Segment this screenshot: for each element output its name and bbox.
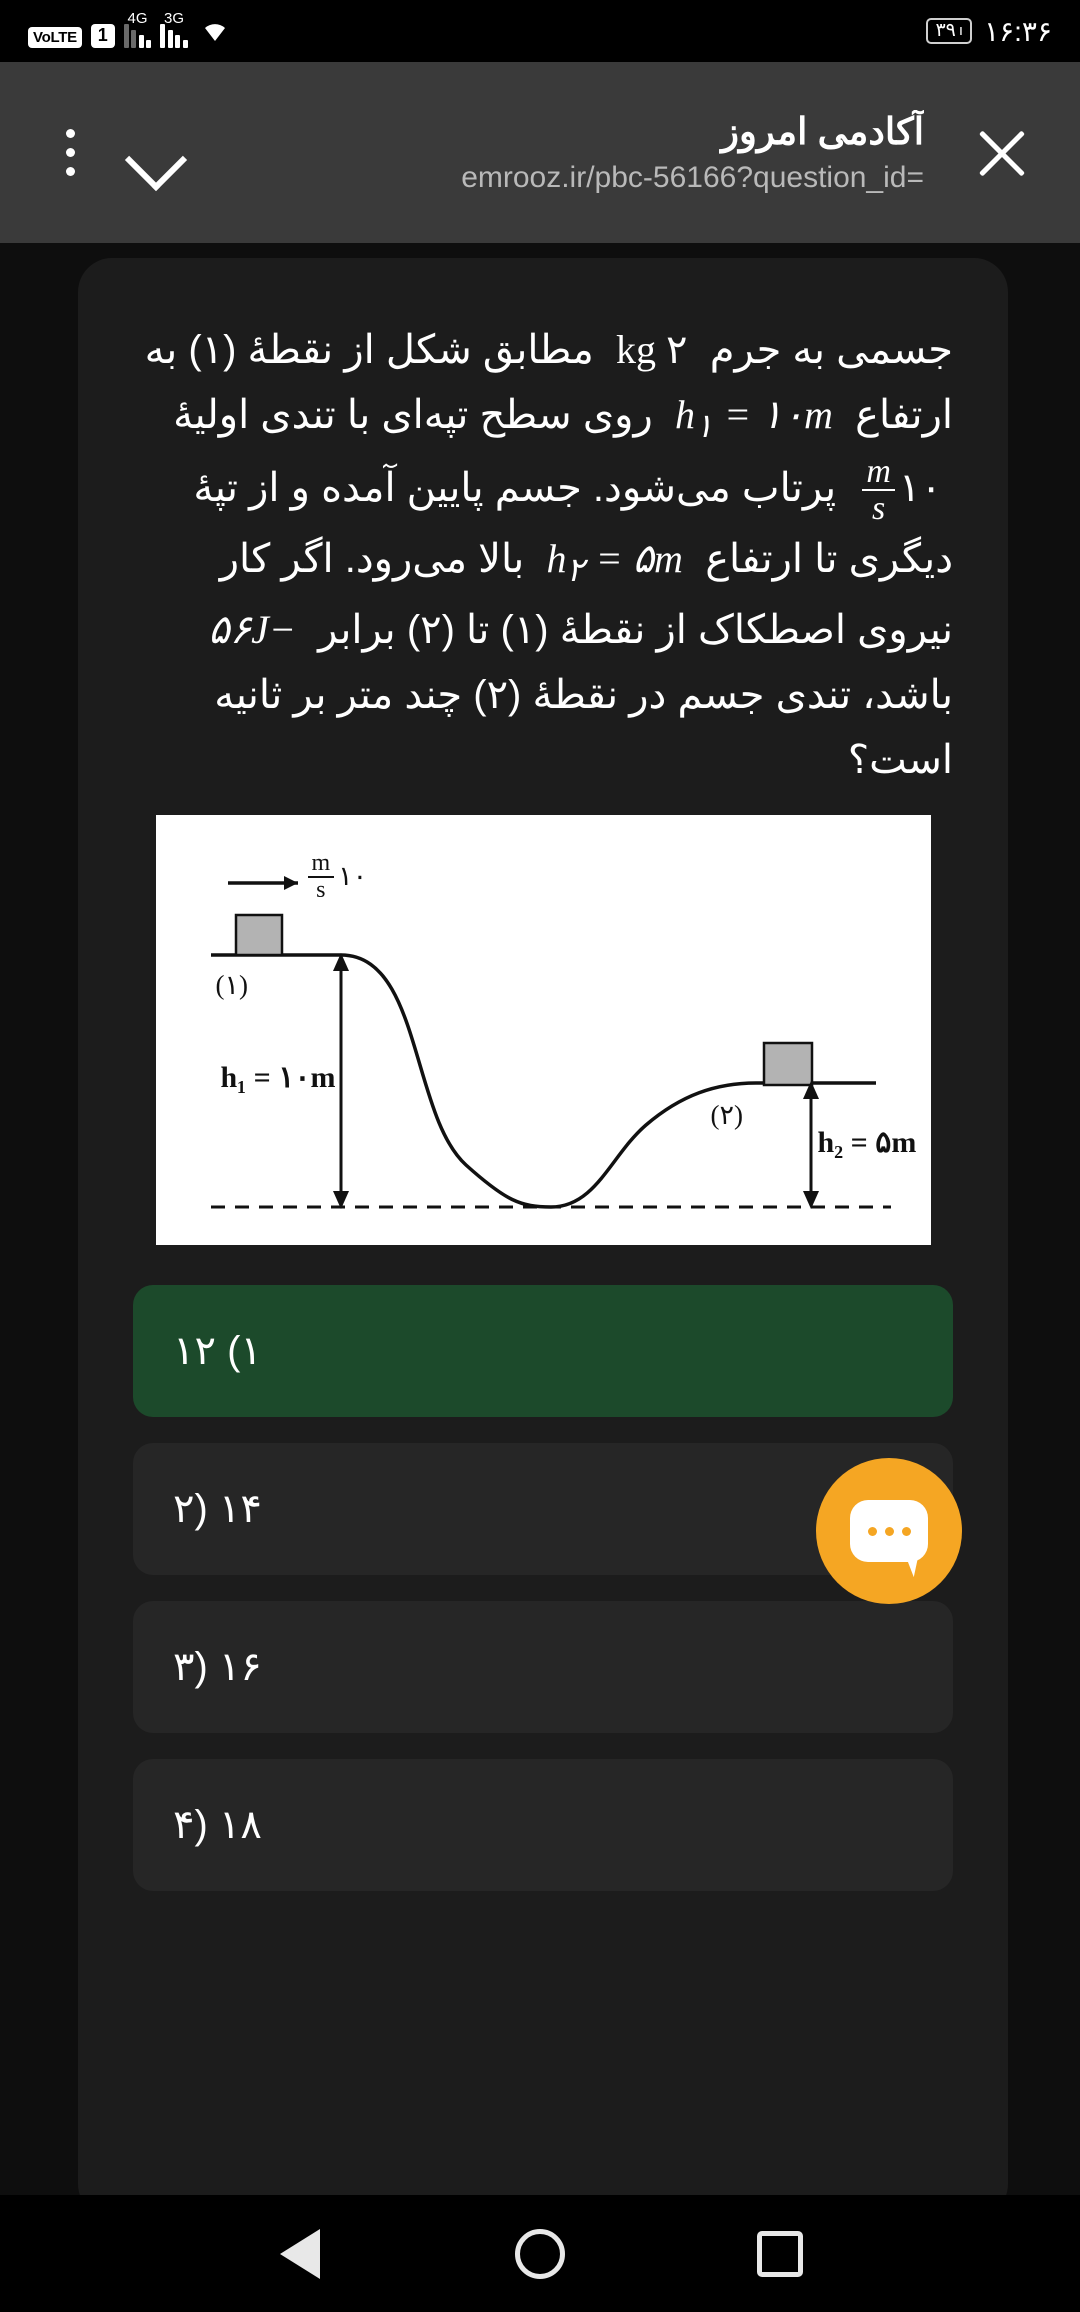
sim2-signal-icon [124, 9, 152, 48]
address-bar-url[interactable]: emrooz.ir/pbc-56166?question_id= [461, 161, 924, 195]
question-line-5a: دیگری تا ارتفاع [705, 537, 953, 582]
chat-dot [885, 1527, 894, 1536]
battery-indicator [926, 18, 972, 44]
answer-options [133, 1285, 953, 1891]
menu-dot [66, 167, 75, 176]
figure-point2-label: (۲) [710, 1099, 744, 1130]
speed-unit-fraction [862, 454, 895, 527]
volte-icon: VoLTE [28, 27, 82, 48]
figure-velocity-number: ۱۰ [338, 860, 368, 891]
speed-unit-denominator: s [862, 489, 895, 527]
answer-option-3-label: ۱۶ (۳ [173, 1644, 262, 1689]
question-card [78, 258, 1008, 2195]
answer-option-3[interactable] [133, 1601, 953, 1733]
question-line-6: اگر کار نیروی اصطکاک از نقطهٔ (۱) تا (۲) [219, 537, 953, 653]
answer-option-4-label: ۱۸ (۴ [173, 1802, 262, 1847]
question-line-2a: نقطهٔ (۱) به ارتفاع [144, 328, 953, 437]
h2-subscript: ۲ [566, 552, 585, 590]
webpage-content[interactable] [0, 243, 1080, 2195]
clock: ۱۶:۳۶ [984, 15, 1052, 47]
more-vertical-icon[interactable] [30, 105, 110, 201]
question-line-7a: برابر [318, 608, 396, 653]
chat-support-button[interactable] [816, 1458, 962, 1604]
answer-option-1-label: ۱) ۱۲ [173, 1328, 262, 1373]
question-line-1b: مطابق شکل از [344, 328, 594, 372]
figure-velocity-unit [308, 851, 335, 903]
figure-h1-label: h₁ = ۱۰m [220, 1060, 336, 1094]
question-line-5b: بالا می‌رود. [344, 537, 525, 582]
home-button[interactable] [508, 2222, 572, 2286]
chat-dot [902, 1527, 911, 1536]
circle-icon [515, 2229, 565, 2279]
answer-option-1[interactable] [133, 1285, 953, 1417]
h2-value: = ۵m [595, 536, 683, 582]
charging-bolt-icon: ı [958, 22, 964, 39]
wifi-icon [197, 15, 233, 48]
figure-velocity-label [304, 851, 368, 903]
question-line-3b: پرتاب [741, 465, 837, 510]
chat-bubble-icon [850, 1500, 928, 1562]
sim1-bars [160, 24, 188, 48]
sim1-network-label: 3G [164, 9, 185, 27]
recents-button[interactable] [748, 2222, 812, 2286]
h1-symbol: h [675, 391, 696, 437]
question-line-3a: سطح تپه‌ای با تندی اولیهٔ [173, 392, 572, 437]
site-info [200, 110, 946, 195]
figure-point1-label: (۱) [215, 969, 249, 1000]
h2-symbol: h [546, 536, 567, 582]
question-text [133, 318, 953, 793]
friction-work-value: −۵۶J [208, 607, 296, 653]
physics-hill-diagram [156, 815, 931, 1245]
question-line-1a: جسمی به جرم [709, 328, 953, 372]
speed-unit-numerator: m [866, 452, 891, 490]
android-navigation-bar [0, 2195, 1080, 2312]
chat-dot [868, 1527, 877, 1536]
battery-percent: ۳۹ [935, 20, 956, 41]
initial-speed-value: ۱۰ [898, 464, 942, 510]
triangle-back-icon [280, 2229, 320, 2279]
figure-velocity-unit-den: s [308, 876, 335, 903]
question-line-2b: روی [582, 392, 653, 437]
question-line-4: می‌شود. جسم پایین آمده و از تپهٔ [193, 465, 731, 510]
status-left [926, 15, 1052, 48]
status-bar [0, 0, 1080, 62]
menu-dot [66, 129, 75, 138]
square-icon [757, 2231, 803, 2277]
sim-slot-icon: 1 [91, 24, 115, 48]
chevron-down-icon[interactable] [110, 108, 200, 198]
figure-h2-label: h₂ = ۵m [817, 1125, 917, 1159]
h1-value: = ۱۰m [724, 391, 833, 437]
sim1-signal-icon [160, 9, 188, 48]
sim2-bars [124, 24, 152, 48]
sim2-network-label: 4G [127, 9, 148, 27]
answer-option-2-label: ۱۴ (۲ [173, 1486, 262, 1531]
site-title: آکادمی امروز [721, 110, 924, 152]
back-button[interactable] [268, 2222, 332, 2286]
figure-velocity-unit-num: m [311, 849, 331, 876]
h1-subscript: ۱ [695, 407, 713, 445]
diagram-svg [156, 815, 931, 1245]
question-line-8: (۲) چند متر بر ثانیه است؟ [214, 672, 953, 782]
header-content [0, 62, 1080, 243]
status-right [28, 9, 233, 48]
menu-dot [66, 148, 75, 157]
close-icon[interactable] [954, 105, 1050, 201]
question-line-7b: باشد، تندی جسم در نقطهٔ [532, 672, 953, 717]
answer-option-4[interactable] [133, 1759, 953, 1891]
question-mass-value: ۲ kg [616, 327, 688, 372]
